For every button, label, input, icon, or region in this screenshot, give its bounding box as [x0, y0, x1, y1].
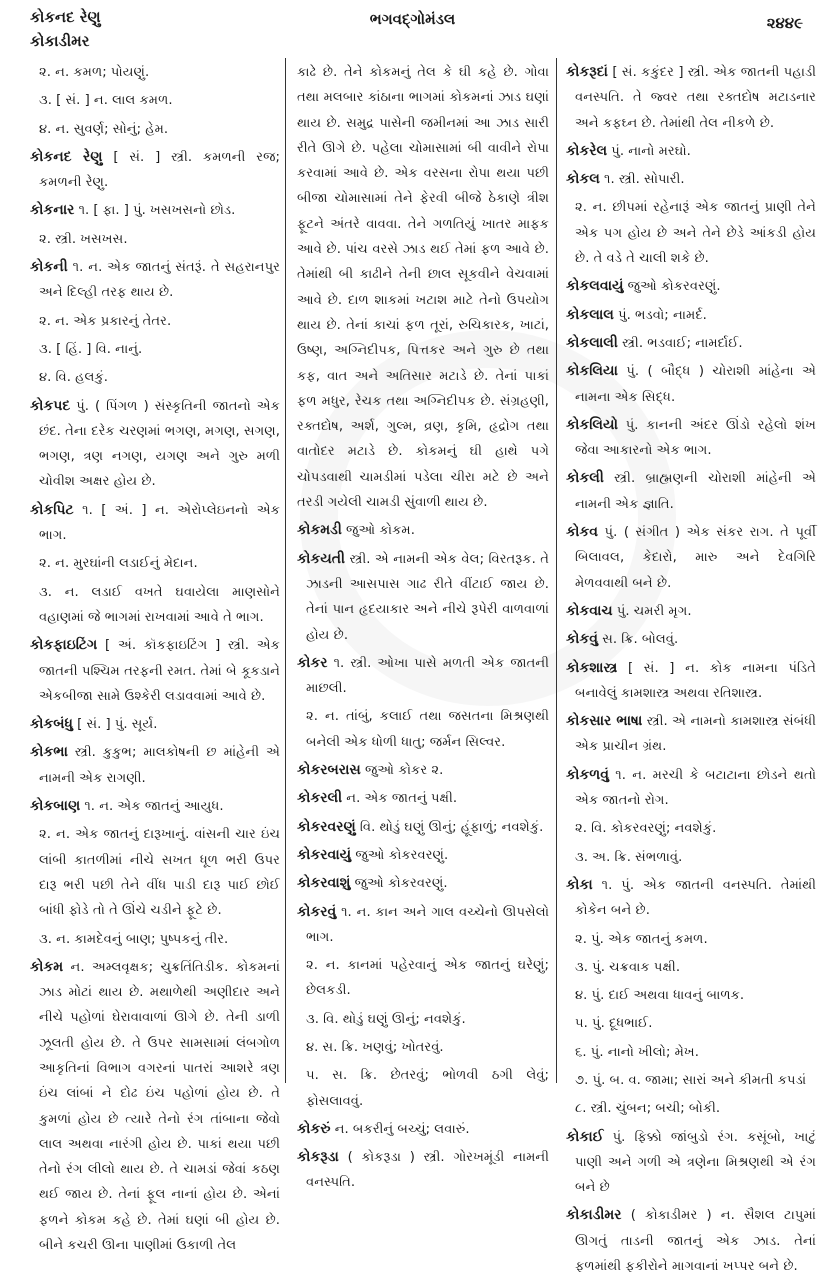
definition-text: પું. કાનની અંદર ઊંડો રહેલો શંખ જેવા આકારનો એક ભાગ.	[575, 417, 816, 459]
dictionary-entry	[566, 1203, 816, 1279]
headword: કોકવ	[566, 524, 598, 541]
definition-text: ૩. વિ. થોડું ઘણું ઊનું; નવશેકું.	[306, 1011, 466, 1027]
headword: કોકનાર	[30, 202, 75, 219]
dictionary-entry	[566, 167, 816, 192]
headword: કોકરવું	[297, 903, 337, 920]
definition-text: ૨. ન. કમળ; પોયણું.	[39, 65, 150, 80]
dictionary-entry	[566, 656, 816, 707]
definition-text: ૬. પું. નાનો ખીલો; મેખ.	[575, 1044, 699, 1060]
definition-text: ૧. સ્ત્રી. ઓખા પાસે મળતી એક જાતની માછલી.	[306, 655, 549, 697]
entry-sense	[297, 1007, 549, 1032]
dictionary-entry	[297, 815, 549, 840]
headword: કોકરૂદાં	[566, 64, 608, 80]
entry-sense	[297, 1035, 549, 1060]
headword: કોકલિયા	[566, 363, 618, 380]
definition-text: સ્ત્રી. એ નામનો કામશાસ્ત્ર સંબંધી એક પ્રાચીન ગ્રંથ.	[575, 714, 816, 755]
dictionary-entry	[566, 139, 816, 164]
entry-sense	[566, 955, 816, 980]
headword: કોકયતી	[297, 550, 346, 567]
definition-text: ન. બકરીનું બચ્ચું; લવારું.	[330, 1121, 470, 1137]
entry-sense	[566, 195, 816, 271]
page-number: ૨૪૪૯	[766, 14, 803, 32]
entry-sense	[566, 1096, 816, 1121]
definition-text: પું. ફિક્કો જાંબુડો રંગ. કસૂંબો, ખાટું પાણી અને ગળી એ ત્રણેના મિશ્રણથી એ રંગ બને છે	[575, 1129, 816, 1196]
entry-sense	[566, 816, 816, 841]
definition-text: ૮. સ્ત્રી. ચુંબન; બચી; બોકી.	[575, 1101, 721, 1117]
definition-text: ૨. ન. મુરઘાંની લડાઈનું મેદાન.	[39, 556, 198, 572]
headword: કોકપદ	[30, 397, 71, 414]
dictionary-entry	[297, 900, 549, 951]
dictionary-entry	[566, 1125, 816, 1201]
definition-text: ૪. સ. ક્રિ. ખણવું; ખોતરવું.	[306, 1039, 444, 1055]
headword: કોકર	[297, 654, 328, 671]
definition-text: ૧. ન. કાન અને ગાલ વચ્ચેનો ઊપસેલો ભાગ.	[306, 904, 549, 945]
dictionary-entry	[30, 712, 280, 737]
definition-text: પું. ( પિંગળ ) સંસ્કૃતિની જાતનો એક છંદ. તેના દરેક ચરણમાં ભગણ, મગણ, સગણ, ભગણ, ત્રણ નગણ, યગણ અને ગુરુ મળી ચોવીશ અક્ષર હોય છે.	[39, 398, 280, 490]
definition-text: સ્ત્રી. ભડવાઈ; નામર્દાઈ.	[617, 335, 743, 351]
entry-sense	[30, 365, 280, 390]
definition-text: ૨. વિ. કોકરવરણું; નવશેકું.	[575, 821, 717, 837]
headword: કોકલાલ	[566, 306, 614, 323]
definition-text: [ અં. કૉકફાઇટિંગ ] સ્ત્રી. એક જાતની પશ્ચિમ તરફની રમત. તેમાં બે કૂકડાને એકબીજા સામે ઉશ્કેરી લડાવવામાં આવે છે.	[39, 638, 280, 704]
definition-text: ૨. ન. તાંબું, કલાઈ તથા જસતના મિશ્રણથી બનેલી એક ધોળી ધાતુ; જર્મન સિલ્વર.	[306, 709, 549, 750]
column-2	[297, 60, 549, 1199]
headword: કોકપિટ	[30, 501, 74, 518]
definition-text: જુઓ કોકરવરણું.	[623, 279, 721, 295]
definition-text: પું. ચમરી મૃગ.	[612, 603, 692, 619]
definition-text: વિ. થોડું ઘણું ઊનું; હૂંફાળું; નવશેકું.	[355, 819, 544, 835]
headword: કોકલાલી	[566, 334, 618, 351]
guide-word-first: કોકનદ રેણુ	[30, 8, 101, 26]
headword: કોકરવાશું	[297, 875, 351, 892]
book-title: ભગવદ્ગોમંડલ	[369, 10, 456, 28]
headword: કોકસાર ભાષા	[566, 713, 643, 730]
entry-sense	[566, 1040, 816, 1065]
definition-text: ૪. પું. દાઈ અથવા ધાવનું બાળક.	[575, 988, 745, 1004]
headword: કોકલિયો	[566, 416, 618, 433]
definition-text: ૩. પું. ચક્રવાક પક્ષી.	[575, 959, 681, 975]
definition-text: ૧. સ્ત્રી. સોપારી.	[599, 172, 685, 188]
entry-sense	[30, 88, 280, 113]
definition-text: ૩. ન. કામદેવનું બાણ; પુષ્પકનું તીર.	[39, 931, 229, 947]
dictionary-entry	[297, 1145, 549, 1196]
definition-text: જુઓ કોકમ.	[341, 523, 415, 539]
definition-text: સ્ત્રી. બ્રાહ્મણની ચોરાશી માંહેની એ નામની એક જ્ઞાતિ.	[575, 471, 816, 512]
entry-sense	[297, 704, 549, 755]
entry-sense	[30, 551, 280, 576]
definition-text: [ સં. કકુંદર ] સ્ત્રી. એક જાતની પહાડી વનસ્પતિ. તે જ્વર તથા રક્તદોષ મટાડનાર અને કફઘ્ન છે. તેમાંથી તેલ નીકળે છે.	[575, 65, 816, 131]
dictionary-entry	[566, 466, 816, 517]
entry-sense	[297, 953, 549, 1004]
dictionary-entry	[566, 763, 816, 814]
entry-sense	[30, 117, 280, 142]
dictionary-entry	[297, 758, 549, 783]
entry-sense	[30, 927, 280, 952]
definition-text: ન. એક જાતનું પક્ષી.	[342, 791, 458, 807]
dictionary-entry	[566, 60, 816, 136]
definition-text: ૧. [ અં. ] ન. એરોપ્લેઇનનો એક ભાગ.	[39, 502, 280, 544]
headword: કોકફાઇટિંગ	[30, 637, 98, 654]
definition-text: પું. ( સંગીત ) એક સંકર રાગ. તે પૂર્વી બિલાવલ, કેદારો, મારુ અને દેવગિરિ મેળવવાથી બને છે.	[575, 525, 816, 591]
dictionary-entry	[30, 633, 280, 709]
definition-text: [ સં. ] ન. કોક નામના પંડિતે બનાવેલું કામશાસ્ત્ર અથવા રતિશાસ્ત્ર.	[575, 660, 816, 701]
definition-text: ૩. ન. લડાઈ વખતે ઘવાયેલા માણસોને વહાણમાં જે ભાગમાં રાખવામાં આવે તે ભાગ.	[39, 584, 280, 625]
definition-text: ૧. ન. એક જાતનું સંતરૂં. તે સહરાનપુર અને દિલ્હી તરફ થાય છે.	[39, 260, 280, 301]
headword: કોકરવરણું	[297, 818, 356, 835]
entry-sense	[297, 60, 549, 515]
dictionary-entry	[30, 255, 280, 306]
entry-sense	[566, 1011, 816, 1036]
definition-text: ૧. ન. મરચી કે બટાટાના છોડને થતો એક જાતનો રોગ.	[575, 767, 816, 809]
definition-text: પું. ભડવો; નામર્દ.	[613, 307, 707, 323]
headword: કોકલી	[566, 470, 604, 487]
dictionary-entry	[297, 518, 549, 543]
definition-text: ૪. ન. સુવર્ણ; સોનું; હેમ.	[39, 121, 169, 137]
headword: કોકલ	[566, 171, 600, 188]
definition-text: સ્ત્રી. એ નામની એક વેલ; વિરતરૂક. તે ઝાડની આસપાસ ગાઢ રીતે વીંટાઈ જાય છે. તેનાં પાન હૃદયાકાર અને નીચે રૂપેરી વાળવાળાં હોય છે.	[306, 551, 549, 643]
dictionary-entry	[30, 794, 280, 819]
dictionary-entry	[297, 1117, 549, 1142]
entry-sense	[566, 927, 816, 952]
dictionary-entry	[566, 873, 816, 924]
dictionary-entry	[297, 651, 549, 702]
definition-text: સ્ત્રી. કુકુભ; માલકોષની છ માંહેની એ નામની એક રાગણી.	[39, 745, 280, 786]
definition-text: કાઢે છે. તેને કોકમનું તેલ કે ઘી કહે છે. ગોવા તથા મલબાર કાંઠાના ભાગમાં કોકમનાં ઝાડ ઘણાં થાય છે. સમુદ્ર પાસેની જમીનમાં આ ઝાડ સારી રીતે ઊગે છે. પહેલા ચોમાસામાં બી વાવીને રોપા કરવામાં આવે છે. એક વરસના રોપા થયા પછી બીજા ચોમાસામાં તેને ફેરવી બીજે ઠેકાણે ત્રીશ ફૂટને અંતરે વાવવા. તેને ગળતિયું ખાતર માફક આવે છે. પાંચ વરસે ઝાડ થઈ તેમાં ફળ આવે છે. તેમાંથી બી કાઢીને તેની છાલ સૂકવીને વેચવામાં આવે છે. દાળ શાકમાં ખટાશ માટે તેનો ઉપયોગ થાય છે. તેનાં કાચાં ફળ તૂરાં, રુચિકારક, ખાટાં, ઉષ્ણ, અગ્નિદીપક, પિત્તકર અને ગુરુ છે તથા કફ, વાત અને અતિસાર મટાડે છે. તેનાં પાકાં ફળ મધુર, રેચક તથા અગ્નિદીપક છે. સંગ્રહણી, રક્તદોષ, અર્શ, ગુલ્મ, વ્રણ, કૃમિ, હૃદ્રોગ તથા વાતોદર મટાડે છે. કોકમનું ઘી હાથે પગે ચોપડવાથી ચામડીમાં પડેલા ચીરા મટે છે અને તરડી ગયેલી ચામડી સુંવાળી થાય છે.	[297, 65, 549, 511]
definition-text: ૧. [ ફા. ] પું. ખસખસનો છોડ.	[74, 203, 236, 219]
column-1	[30, 60, 280, 1261]
headword: કોકાઈ	[566, 1128, 604, 1145]
headword: કોકરલી	[297, 790, 343, 807]
dictionary-entry	[30, 198, 280, 223]
definition-text: ૫. સ. ક્રિ. છેતરવું; ભોળવી ઠગી લેવું; ફોસલાવવું.	[306, 1068, 549, 1109]
dictionary-entry	[30, 955, 280, 1259]
definition-text: સ. ક્રિ. બોલવું.	[598, 632, 679, 648]
headword: કોકરું	[297, 1120, 331, 1137]
dictionary-entry	[297, 871, 549, 896]
definition-text: પું. ( બૌદ્ધ ) ચોરાશી માંહેના એ નામના એક સિદ્ધ.	[575, 364, 816, 405]
dictionary-entry	[566, 274, 816, 299]
dictionary-entry	[30, 145, 280, 196]
dictionary-entry	[566, 627, 816, 652]
headword: કોકનદ રેણુ	[30, 148, 103, 165]
headword: કોકરવાયું	[297, 846, 352, 863]
dictionary-entry	[566, 709, 816, 760]
definition-text: જુઓ કોકરવરણું.	[351, 847, 449, 863]
headword: કોકભા	[30, 744, 68, 761]
headword: કોકા	[566, 876, 593, 893]
dictionary-entry	[30, 740, 280, 791]
headword: કોકળવું	[566, 766, 609, 783]
definition-text: ૨. પું. એક જાતનું કમળ.	[575, 931, 708, 947]
headword: કોકાડીમર	[566, 1207, 622, 1224]
definition-text: ૨. ન. કાનમાં પહેરવાનું એક જાતનું ઘરેણું; છેલકડી.	[306, 958, 549, 999]
dictionary-entry	[566, 331, 816, 356]
entry-sense	[566, 1068, 816, 1093]
definition-text: ૭. પું. બ. વ. જામા; સારાં અને કીમતી કપડાં	[575, 1072, 807, 1088]
headword: કોકબંધુ	[30, 716, 73, 733]
entry-sense	[30, 227, 280, 252]
dictionary-entry	[566, 413, 816, 464]
headword: કોકરેલ	[566, 142, 608, 159]
headword: કોકવું	[566, 631, 598, 648]
definition-text: ૪. વિ. હલકું.	[39, 370, 108, 386]
dictionary-entry	[297, 786, 549, 811]
column-divider	[556, 58, 557, 1083]
headword: કોકશાસ્ત્ર	[566, 659, 618, 676]
definition-text: પું. નાનો મરઘો.	[607, 143, 691, 159]
entry-sense	[30, 309, 280, 334]
definition-text: [ સં. ] સ્ત્રી. કમળની રજ; કમળની રેણુ.	[39, 149, 280, 191]
definition-text: ( કોકાડીમર ) ન. સૈશલ ટાપુમાં ઊગતું તાડની જાતનું એક ઝાડ. તેનાં ફળમાંથી ફકીરોને માગવાનાં ખપ્પર બને છે.	[575, 1208, 816, 1275]
headword: કોકબાણ	[30, 798, 81, 815]
definition-text: ન. અમ્લવૃક્ષક; ચુક્રતિંતિડીક. કોકમનાં ઝાડ મોટાં થાય છે. મથાળેથી અણીદાર અને નીચે પહોળાં ઘેરાવાવાળાં ઊગે છે. તેની ડાળી ઝૂલતી હોય છે. તે ઉપર સામસામાં લંબગોળ આકૃતિનાં વિભાગ વગરનાં પાતરાં આશરે ત્રણ ઇંચ લાંબાં ને દોઢ ઇંચ પહોળાં હોય છે. તે કુમળાં હોય છે ત્યારે તેનો રંગ તાંબાના જેવો લાલ અથવા નારંગી હોય છે. પાકાં થયા પછી તેનો રંગ લીલો થાય છે. તે ચામડાં જેવાં કઠણ થઈ જાય છે. તેનાં ફૂલ નાનાં હોય છે. એનાં ફળને કોકમ કહે છે. તેમાં ઘણાં બી હોય છે. બીને કચરી ઊના પાણીમાં ઉકાળી તેલ	[39, 959, 280, 1254]
dictionary-entry	[30, 394, 280, 495]
definition-text: ૧. પું. એક જાતની વનસ્પતિ. તેમાંથી કોકેન બને છે.	[575, 877, 816, 919]
definition-text: ૨. સ્ત્રી. ખસખસ.	[39, 231, 128, 247]
entry-sense	[566, 983, 816, 1008]
entry-sense	[30, 337, 280, 362]
definition-text: ૫. પું. દૂધભાઈ.	[575, 1016, 653, 1032]
definition-text: ( કોકરૂડા ) સ્ત્રી. ગોરખમૂંડી નામની વનસ્પતિ.	[306, 1150, 549, 1191]
guide-word-last: કોકાડીમર	[30, 32, 90, 50]
entry-sense	[30, 580, 280, 631]
definition-text: જુઓ કોકર ૨.	[360, 763, 444, 779]
headword: કોકવાચ	[566, 602, 613, 619]
headword: કોકરૂડા	[297, 1149, 339, 1166]
definition-text: જુઓ કોકરવરણું.	[350, 876, 448, 892]
dictionary-entry	[566, 359, 816, 410]
headword: કોકમડી	[297, 522, 342, 539]
definition-text: [ સં. ] પું. સૂર્ય.	[72, 717, 158, 733]
dictionary-entry	[297, 843, 549, 868]
dictionary-entry	[566, 599, 816, 624]
definition-text: ૩. અ. ક્રિ. સંભળાવું.	[575, 849, 683, 865]
dictionary-entry	[297, 547, 549, 648]
definition-text: ૩. [ હિં. ] વિ. નાનું.	[39, 341, 143, 357]
entry-sense	[297, 1063, 549, 1114]
entry-sense	[566, 845, 816, 870]
definition-text: ૩. [ સં. ] ન. લાલ કમળ.	[39, 93, 173, 109]
dictionary-entry	[30, 498, 280, 549]
definition-text: ૧. ન. એક જાતનું આયુધ.	[80, 799, 224, 815]
definition-text: ૨. ન. એક પ્રકારનું તેતર.	[39, 313, 172, 329]
headword: કોકરબરાસ	[297, 762, 361, 779]
dictionary-entry	[566, 303, 816, 328]
column-divider	[285, 58, 286, 1083]
headword: કોકમ	[30, 958, 64, 975]
entry-sense	[30, 60, 280, 85]
dictionary-entry	[566, 520, 816, 596]
headword: કોકલવાયું	[566, 278, 624, 295]
definition-text: ૨. ન. એક જાતનું દારૂખાનું. વાંસની ચાર ઇંચ લાંબી કાતળીમાં નીચે સખત ધૂળ ભરી ઉપર દારૂ ભરી પછી તેને વીંધ પાડી દારૂ પાઈ છોઈ બાંધી ફોડે તો તે ઊંચે ચડીને ફૂટે છે.	[39, 827, 280, 919]
definition-text: ૨. ન. છીપમાં રહેનારૂં એક જાતનું પ્રાણી તેને એક પગ હોય છે અને તેને છેડે આંકડી હોય છે. તે વડે તે ચાલી શકે છે.	[575, 200, 816, 267]
headword: કોકની	[30, 259, 68, 276]
entry-sense	[30, 822, 280, 923]
column-3	[566, 60, 816, 1282]
